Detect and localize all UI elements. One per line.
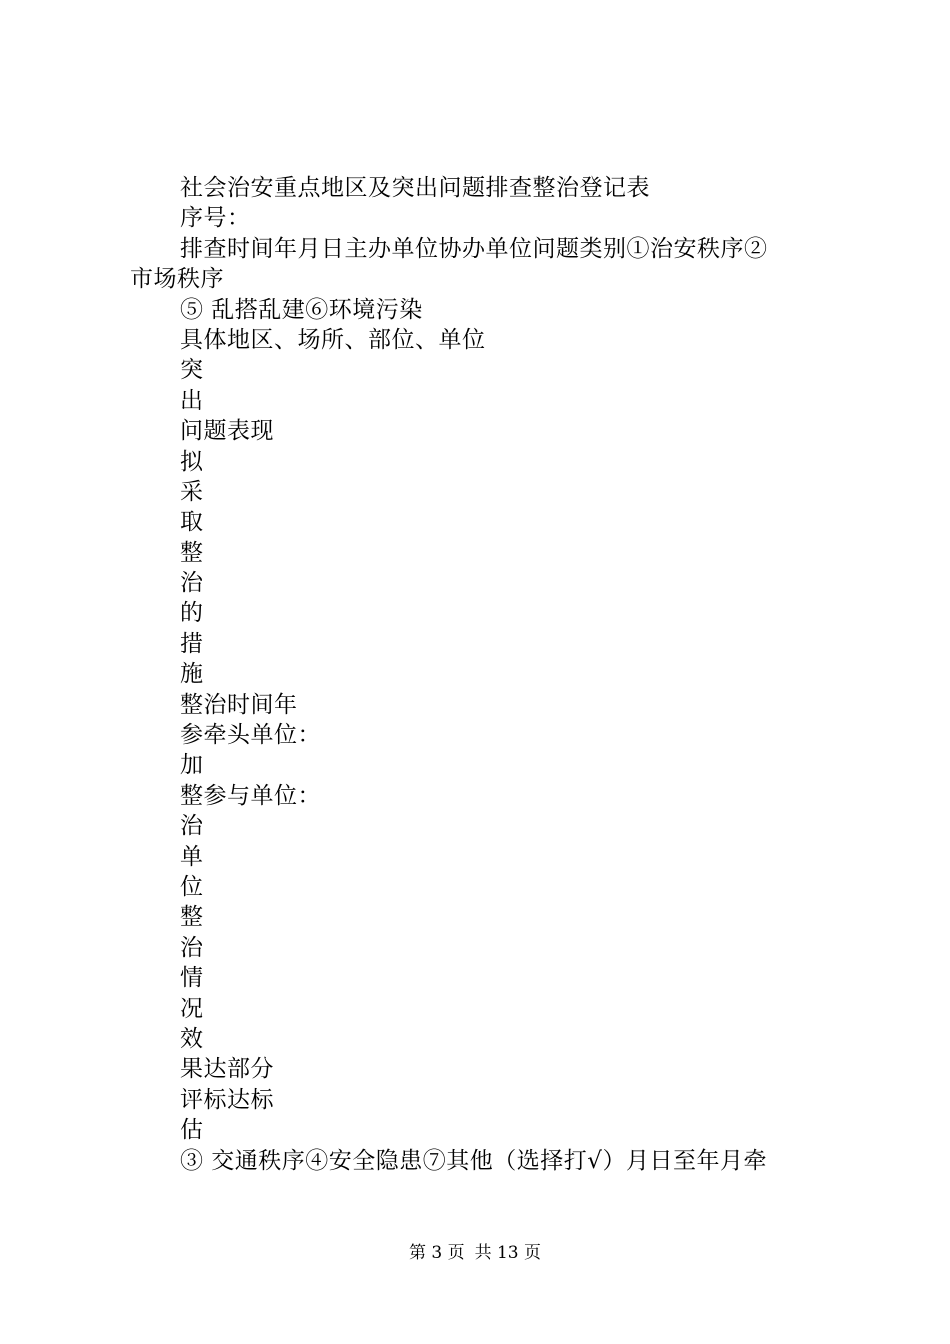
text-line: 治 <box>180 570 204 597</box>
page-number-current: 第 3 页 <box>408 1243 465 1263</box>
text-line: 况 <box>180 995 204 1022</box>
text-line: 整治时间年 <box>180 691 298 718</box>
text-line: 加 <box>180 752 204 779</box>
text-line: 序号： <box>180 205 251 232</box>
text-line: 果达部分 <box>180 1056 274 1083</box>
text-line: 出 <box>180 387 204 414</box>
text-line: 评标达标 <box>180 1086 274 1113</box>
text-line: 问题表现 <box>180 418 274 445</box>
text-line: 取 <box>180 509 204 536</box>
text-line: 施 <box>180 661 204 688</box>
text-line: 治 <box>180 813 204 840</box>
text-line: 排查时间年月日主办单位协办单位问题类别①治安秩序② <box>180 235 768 262</box>
text-line: 采 <box>180 478 204 505</box>
text-line: 位 <box>180 873 204 900</box>
text-line: 整 <box>180 539 204 566</box>
text-line: 突 <box>180 357 204 384</box>
text-line: 的 <box>180 600 204 627</box>
text-line: 治 <box>180 934 204 961</box>
text-line: 单 <box>180 843 204 870</box>
text-line: 参牵头单位： <box>180 722 321 749</box>
text-line: 市场秩序 <box>130 266 224 293</box>
text-line: 整 <box>180 904 204 931</box>
page-number-total: 共 13 页 <box>474 1243 542 1263</box>
document-body <box>130 173 840 1176</box>
text-line: ③ 交通秩序④安全隐患⑦其他（选择打√）月日至年月牵 <box>180 1147 767 1174</box>
text-line: 估 <box>180 1117 204 1144</box>
text-line: 具体地区、场所、部位、单位 <box>180 326 486 353</box>
text-line: 拟 <box>180 448 204 475</box>
text-line: 措 <box>180 630 204 657</box>
text-line: 情 <box>180 965 204 992</box>
document-title: 社会治安重点地区及突出问题排查整治登记表 <box>180 175 650 201</box>
page-footer <box>0 1242 950 1264</box>
text-line: 整参与单位： <box>180 782 321 809</box>
text-line: 效 <box>180 1025 204 1052</box>
text-line: ⑤ 乱搭乱建⑥环境污染 <box>180 296 423 323</box>
